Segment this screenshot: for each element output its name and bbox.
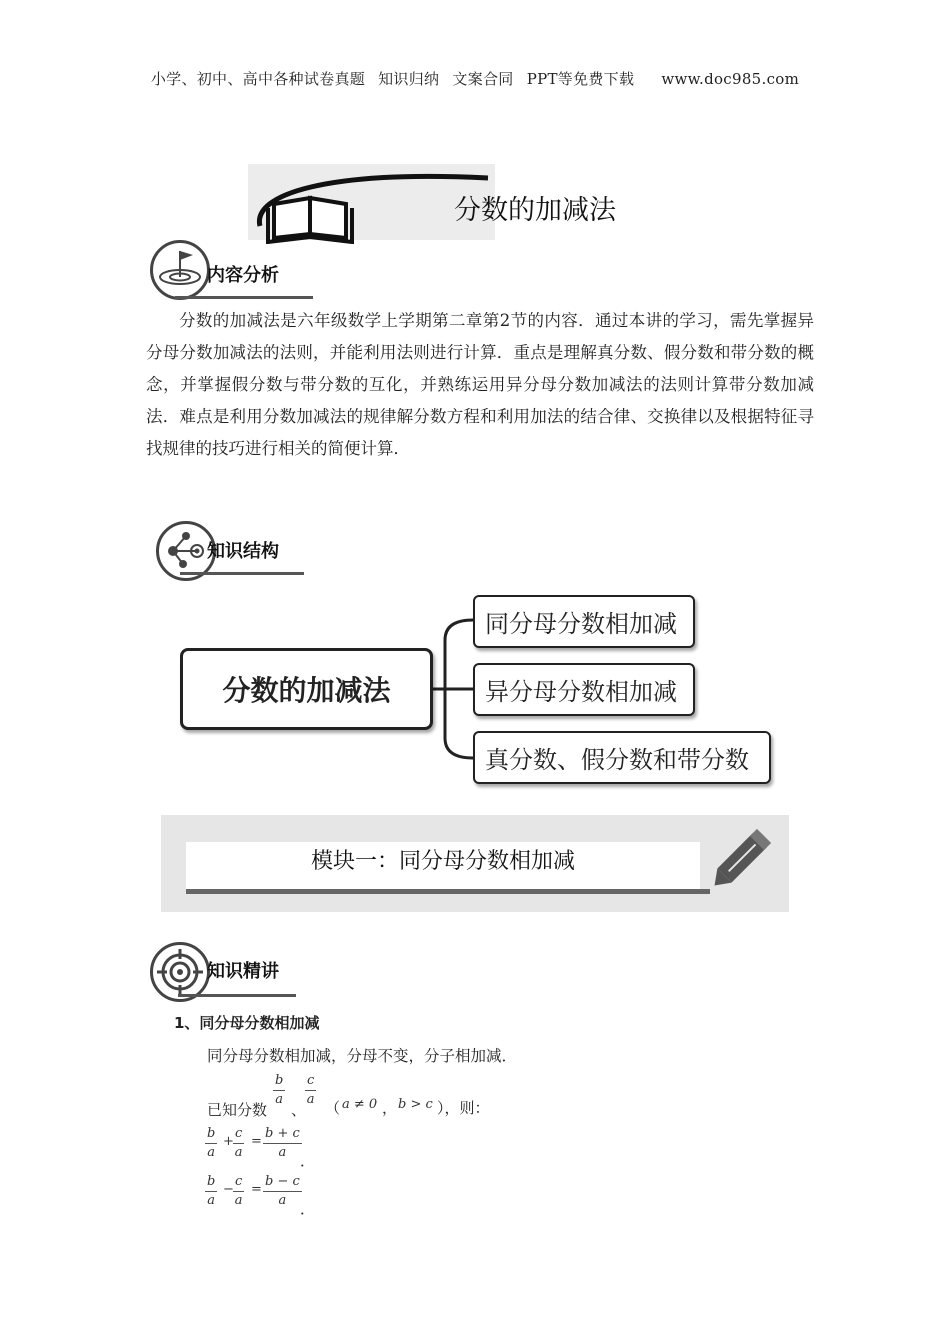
denominator: a bbox=[207, 1145, 216, 1160]
section-title-explain: 知识精讲 bbox=[207, 961, 279, 982]
numerator: c bbox=[233, 1125, 244, 1144]
module-underline bbox=[186, 889, 710, 894]
header-part3: 文案合同 bbox=[452, 70, 514, 88]
denominator: a bbox=[207, 1193, 216, 1208]
period: ． bbox=[300, 1200, 316, 1218]
section-underline bbox=[178, 994, 296, 997]
equals-sign: = bbox=[251, 1182, 262, 1197]
denominator: a bbox=[234, 1193, 243, 1208]
fraction-b-over-a bbox=[273, 1072, 285, 1109]
condition-open: （ bbox=[325, 1099, 341, 1117]
sum-result-fraction bbox=[263, 1125, 302, 1162]
header-part4: PPT等免费下载 bbox=[526, 70, 635, 88]
analysis-text: 分数的加减法是六年级数学上学期第二章第2节的内容．通过本讲的学习，需先掌握异分母分数加减法的法则，并能利用法则进行计算．重点是理解真分数、假分数和带分数的概念，并掌握假分数与带分数的互化，并熟练运用异分母分数加减法的法则计算带分数加减法．难点是利用分数加减法的规律解分数方程和利用加法的结合律、交换律以及根据特征寻找规律的技巧进行相关的简便计算． bbox=[146, 311, 814, 458]
denominator: a bbox=[275, 1092, 284, 1107]
mindmap-root: 分数的加减法 bbox=[180, 648, 433, 730]
header-part2: 知识归纳 bbox=[378, 70, 440, 88]
numerator: c bbox=[305, 1072, 316, 1091]
condition-close: ），则： bbox=[437, 1099, 490, 1117]
crosshair-icon bbox=[153, 945, 207, 999]
numerator: b + c bbox=[263, 1125, 302, 1144]
minus-sign: − bbox=[223, 1182, 234, 1197]
module-title: 模块一：同分母分数相加减 bbox=[310, 849, 575, 874]
analysis-paragraph bbox=[146, 305, 814, 465]
analysis-section-icon bbox=[150, 240, 210, 300]
explain-section-icon bbox=[150, 942, 210, 1002]
fraction-c-over-a bbox=[305, 1072, 316, 1109]
header-part1: 小学、初中、高中各种试卷真题 bbox=[150, 70, 366, 88]
numerator: b bbox=[205, 1173, 217, 1192]
numerator: b bbox=[273, 1072, 285, 1091]
sum-term-c-over-a bbox=[233, 1125, 244, 1162]
condition-a: a ≠ 0 bbox=[342, 1097, 378, 1112]
diff-result-fraction bbox=[263, 1173, 302, 1210]
section-underline bbox=[175, 296, 313, 299]
period: ． bbox=[300, 1152, 316, 1170]
pencil-icon bbox=[700, 820, 780, 900]
section-underline bbox=[180, 572, 304, 575]
equals-sign: = bbox=[251, 1134, 262, 1149]
condition-comma: ， bbox=[382, 1099, 398, 1117]
mindmap-node-fraction-types: 真分数、假分数和带分数 bbox=[473, 731, 771, 784]
numerator: b − c bbox=[263, 1173, 302, 1192]
denominator: a bbox=[278, 1145, 287, 1160]
network-icon bbox=[159, 524, 213, 578]
separator: 、 bbox=[291, 1101, 307, 1119]
mindmap-node-same-denominator: 同分母分数相加减 bbox=[473, 595, 695, 648]
diff-term-c-over-a bbox=[233, 1173, 244, 1210]
section-title-analysis: 内容分析 bbox=[207, 265, 279, 286]
given-prefix: 已知分数 bbox=[207, 1101, 268, 1119]
denominator: a bbox=[234, 1145, 243, 1160]
diff-term-b-over-a bbox=[205, 1173, 217, 1210]
section-title-structure: 知识结构 bbox=[207, 541, 279, 562]
numerator: c bbox=[233, 1173, 244, 1192]
page-title: 分数的加减法 bbox=[454, 195, 616, 226]
mindmap-node-different-denominator: 异分母分数相加减 bbox=[473, 663, 695, 716]
knowledge-rule: 同分母分数相加减，分母不变，分子相加减． bbox=[207, 1047, 518, 1065]
numerator: b bbox=[205, 1125, 217, 1144]
page-header bbox=[0, 68, 950, 89]
denominator: a bbox=[278, 1193, 287, 1208]
plus-sign: + bbox=[223, 1134, 234, 1149]
denominator: a bbox=[306, 1092, 315, 1107]
knowledge-heading: 1、同分母分数相加减 bbox=[174, 1014, 320, 1032]
condition-b: b > c bbox=[398, 1097, 433, 1112]
sum-term-b-over-a bbox=[205, 1125, 217, 1162]
target-flag-icon bbox=[153, 243, 207, 297]
header-url: www.doc985.com bbox=[661, 70, 800, 88]
